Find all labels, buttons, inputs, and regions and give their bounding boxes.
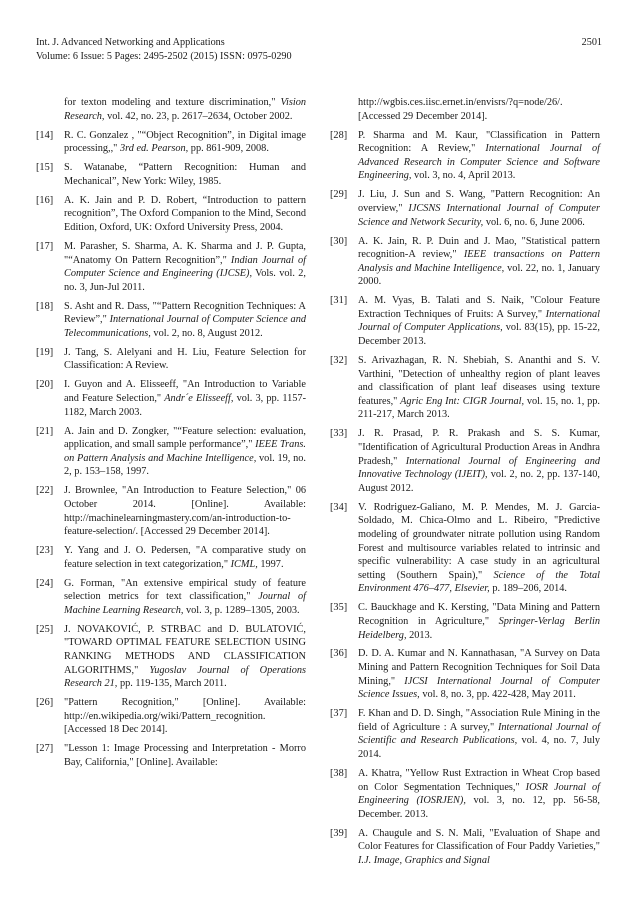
reference-entry [36, 96, 306, 123]
reference-source: International Journal of Computer Science and Telecommunications, [64, 314, 306, 339]
reference-source: IOSR Journal of Engineering (IOSRJEN), [358, 781, 600, 807]
reference-source: IJCSI International Journal of Computer Science Issues, [358, 675, 600, 701]
reference-text: A. Jain and D. Zongker, "“Feature selection: evaluation, application, and small sample performance”," [64, 425, 306, 451]
reference-number: [28] [330, 129, 348, 141]
reference-text: J. R. Prasad, P. R. Prakash and S. S. Kumar, "Identification of Agricultural Production Areas in Andhra Pradesh," [358, 428, 600, 467]
reference-text: R. C. Gonzalez , "“Object Recognition”, in Digital image processing,," [64, 129, 306, 155]
reference-number: [26] [36, 697, 54, 709]
reference-text: S. Watanabe, “Pattern Recognition: Human and Mechanical”, New York: Wiley, 1985. [64, 162, 306, 187]
reference-entry [330, 767, 600, 821]
reference-source: International Journal of Scientific and Research Publications, [358, 721, 601, 747]
journal-info [36, 36, 292, 64]
reference-number: [35] [330, 602, 348, 614]
reference-entry [330, 707, 600, 761]
reference-text: I. Guyon and A. Elisseeff, "An Introduction to Variable and Feature Selection," [64, 379, 306, 405]
reference-entry [36, 240, 306, 294]
reference-entry [36, 484, 306, 538]
reference-text: p. 189–206, 2014. [489, 583, 567, 595]
reference-source: International Journal of Advanced Research in Computer Science and Software Engineering, [358, 143, 601, 182]
reference-text: vol. 15, no. 1, pp. 211-217, March 2013. [358, 395, 600, 421]
reference-entry [330, 294, 600, 348]
reference-text: vol. 4, no. 7, July 2014. [358, 735, 600, 761]
reference-entry [330, 354, 600, 422]
reference-entry [36, 696, 306, 737]
reference-entry [36, 346, 306, 373]
reference-text: C. Bauckhage and K. Kersting, "Data Mining and Pattern Recognition in Agriculture," [358, 602, 600, 627]
reference-number: [37] [330, 708, 348, 720]
reference-number: [18] [36, 300, 54, 312]
reference-entry [330, 827, 600, 868]
reference-text: 1997. [257, 558, 284, 570]
reference-number: [20] [36, 379, 54, 391]
reference-text: V. Rodriguez-Galiano, M. P. Mendes, M. J. Garcia-Soldado, M. Chica-Olmo and L. Ribeiro, "Predictive modeling of groundwater nitrate pollution using Random Forest and multisource variables related to intrinsic and specific vulnerability: A case study in an agricultural setting (Southern Spain)," [358, 501, 600, 581]
reference-text: G. Forman, "An extensive empirical study of feature selection metrics for text classification," [64, 577, 306, 603]
reference-number: [14] [36, 129, 54, 141]
reference-entry [36, 194, 306, 235]
reference-text: vol. 42, no. 23, p. 2617–2634, October 2002. [104, 110, 293, 122]
reference-number: [29] [330, 189, 348, 201]
reference-source: Vision Research, [64, 97, 306, 122]
reference-text: A. K. Jain and P. D. Robert, “Introduction to pattern recognition”, The Oxford Companion to the Mind, Second Edition, Oxford, UK: Oxford University Press, 2004. [64, 194, 306, 233]
reference-number: [24] [36, 577, 54, 589]
reference-text: vol. 83(15), pp. 15-22, December 2013. [358, 322, 600, 348]
reference-source: IEEE transactions on Pattern Analysis and Machine Intelligence, [358, 249, 600, 274]
reference-number: [19] [36, 346, 54, 358]
reference-text: P. Sharma and M. Kaur, "Classification in Pattern Recognition: A Review," [358, 129, 600, 155]
reference-source: Indian Journal of Computer Science and Engineering (IJCSE), [64, 254, 306, 280]
reference-number: [33] [330, 428, 348, 440]
reference-number: [31] [330, 295, 348, 307]
reference-number: [39] [330, 827, 348, 839]
reference-entry [36, 742, 306, 769]
reference-text: vol. 3, no. 4, April 2013. [411, 170, 516, 182]
reference-entry [36, 577, 306, 618]
reference-entry [330, 501, 600, 596]
reference-text: D. D. A. Kumar and N. Kannathasan, "A Survey on Data Mining and Pattern Recognition Techniques for Soil Data Mining," [358, 648, 600, 687]
reference-text: J. Liu, J. Sun and S. Wang, "Pattern Recognition: An overview," [358, 189, 600, 214]
reference-text: vol. 22, no. 1, January 2000. [358, 262, 600, 288]
references-right-column [330, 96, 600, 873]
reference-source: Agric Eng Int: CIGR Journal, [400, 395, 525, 407]
reference-text: Y. Yang and J. O. Pedersen, "A comparative study on feature selection in text categorization," [64, 545, 306, 570]
reference-entry [330, 188, 600, 229]
reference-source: 3rd ed. Pearson, [119, 143, 189, 155]
reference-text: vol. 2, no. 8, August 2012. [150, 327, 263, 339]
reference-text: vol. 6, no. 6, June 2006. [483, 216, 585, 228]
reference-number: [17] [36, 240, 54, 252]
reference-number: [36] [330, 648, 348, 660]
page-number: 2501 [581, 37, 602, 48]
reference-text: J. Tang, S. Alelyani and H. Liu, Feature Selection for Classification: A Review. [64, 346, 306, 372]
reference-number: [27] [36, 743, 54, 755]
reference-entry [36, 425, 306, 479]
reference-source: IJCSNS International Journal of Computer Science and Network Security, [358, 202, 600, 228]
reference-entry [330, 129, 600, 183]
reference-text: vol. 3, no. 12, pp. 56-58, December. 2013. [358, 795, 600, 820]
reference-text: vol. 19, no. 2, p. 153–158, 1997. [64, 452, 306, 478]
reference-text: J. NOVAKOVIĆ, P. STRBAC and D. BULATOVIĆ, "TOWARD OPTIMAL FEATURE SELECTION USING RANKING METHODS AND CLASSIFICATION ALGORITHMS," [64, 623, 306, 676]
reference-source: Springer-Verlag Berlin Heidelberg, [358, 615, 600, 641]
reference-entry [330, 427, 600, 495]
reference-entry [36, 623, 306, 691]
reference-source: ICML, [230, 558, 258, 570]
reference-number: [25] [36, 623, 54, 635]
reference-text: http://wgbis.ces.iisc.ernet.in/envisrs/?q=node/26/. [Accessed 29 December 2014]. [358, 97, 563, 122]
reference-text: pp. 861-909, 2008. [188, 143, 269, 155]
reference-text: Vols. vol. 2, no. 3, Jun-Jul 2011. [64, 268, 306, 293]
reference-number: [38] [330, 768, 348, 780]
reference-entry [36, 378, 306, 419]
reference-text: A. Chaugule and S. N. Mali, "Evaluation of Shape and Color Features for Classification of Four Paddy Varieties," [358, 827, 600, 853]
reference-text: A. K. Jain, R. P. Duin and J. Mao, "Statistical pattern recognition-A review," [358, 235, 600, 261]
reference-text: F. Khan and D. D. Singh, "Association Rule Mining in the field of Agriculture : A survey," [358, 708, 600, 733]
reference-entry [330, 601, 600, 642]
reference-number: [16] [36, 194, 54, 206]
reference-text: S. Asht and R. Dass, "“Pattern Recognition Techniques: A Review”," [64, 300, 306, 326]
reference-source: IEEE Trans. on Pattern Analysis and Machine Intelligence, [64, 439, 307, 464]
reference-text: A. M. Vyas, B. Talati and S. Naik, "Colour Feature Extraction Techniques of Fruits: A Survey," [358, 295, 600, 320]
reference-entry [36, 300, 306, 341]
reference-source: Science of the Total Environment 476–477, Elsevier, [358, 569, 600, 595]
reference-number: [15] [36, 162, 54, 174]
reference-source: Andr´e Elisseeff, [164, 393, 234, 405]
reference-text: 2013. [406, 629, 433, 641]
reference-text: S. Arivazhagan, R. N. Shebiah, S. Ananthi and S. V. Varthini, "Detection of unhealthy region of plant leaves and classification of plant leaf diseases using texture features," [358, 355, 600, 407]
reference-text: pp. 119-135, March 2011. [117, 678, 227, 690]
references-left-column [36, 96, 306, 775]
reference-source: I.J. Image, Graphics and Signal [358, 854, 490, 866]
reference-number: [22] [36, 485, 54, 497]
reference-number: [34] [330, 501, 348, 513]
reference-entry [36, 544, 306, 571]
reference-number: [32] [330, 355, 348, 367]
reference-entry [36, 129, 306, 156]
reference-number: [23] [36, 545, 54, 557]
reference-text: for texton modeling and texture discrimination," [64, 97, 281, 108]
reference-text: vol. 8, no. 3, pp. 422-428, May 2011. [419, 689, 576, 701]
reference-text: M. Parasher, S. Sharma, A. K. Sharma and J. P. Gupta, "“Anatomy On Pattern Recognition”," [64, 240, 306, 266]
reference-text: J. Brownlee, "An Introduction to Feature Selection," 06 October 2014. [Online]. Available: http://machinelearningmastery.com/an-introduction-to-feature-selection/. [Accessed 29 December 2014]. [64, 485, 306, 538]
reference-number: [21] [36, 425, 54, 437]
reference-entry [330, 235, 600, 289]
reference-source: Journal of Machine Learning Research, [64, 591, 306, 616]
reference-text: "Pattern Recognition," [Online]. Available: http://en.wikipedia.org/wiki/Pattern_recognition. [Accessed 18 Dec 2014]. [64, 697, 306, 736]
reference-entry [330, 647, 600, 701]
reference-source: International Journal of Computer Applications, [358, 308, 600, 334]
reference-text: vol. 2, no. 2, pp. 137-140, August 2012. [358, 469, 601, 494]
volume-line: Volume: 6 Issue: 5 Pages: 2495-2502 (2015) ISSN: 0975-0290 [36, 51, 292, 62]
reference-text: vol. 3, pp. 1157-1182, March 2003. [64, 393, 306, 418]
reference-text: "Lesson 1: Image Processing and Interpretation - Morro Bay, California," [Online]. Available: [64, 743, 306, 768]
journal-title: Int. J. Advanced Networking and Applications [36, 37, 225, 48]
reference-source: Yugoslav Journal of Operations Research 21, [64, 664, 306, 690]
reference-source: International Journal of Engineering and Innovative Technology (IJEIT), [358, 455, 601, 481]
reference-entry [330, 96, 600, 123]
reference-text: A. Khatra, "Yellow Rust Extraction in Wheat Crop based on Color Segmentation Techniques," [358, 768, 600, 793]
reference-text: vol. 3, p. 1289–1305, 2003. [183, 604, 300, 616]
reference-entry [36, 161, 306, 188]
reference-number: [30] [330, 235, 348, 247]
